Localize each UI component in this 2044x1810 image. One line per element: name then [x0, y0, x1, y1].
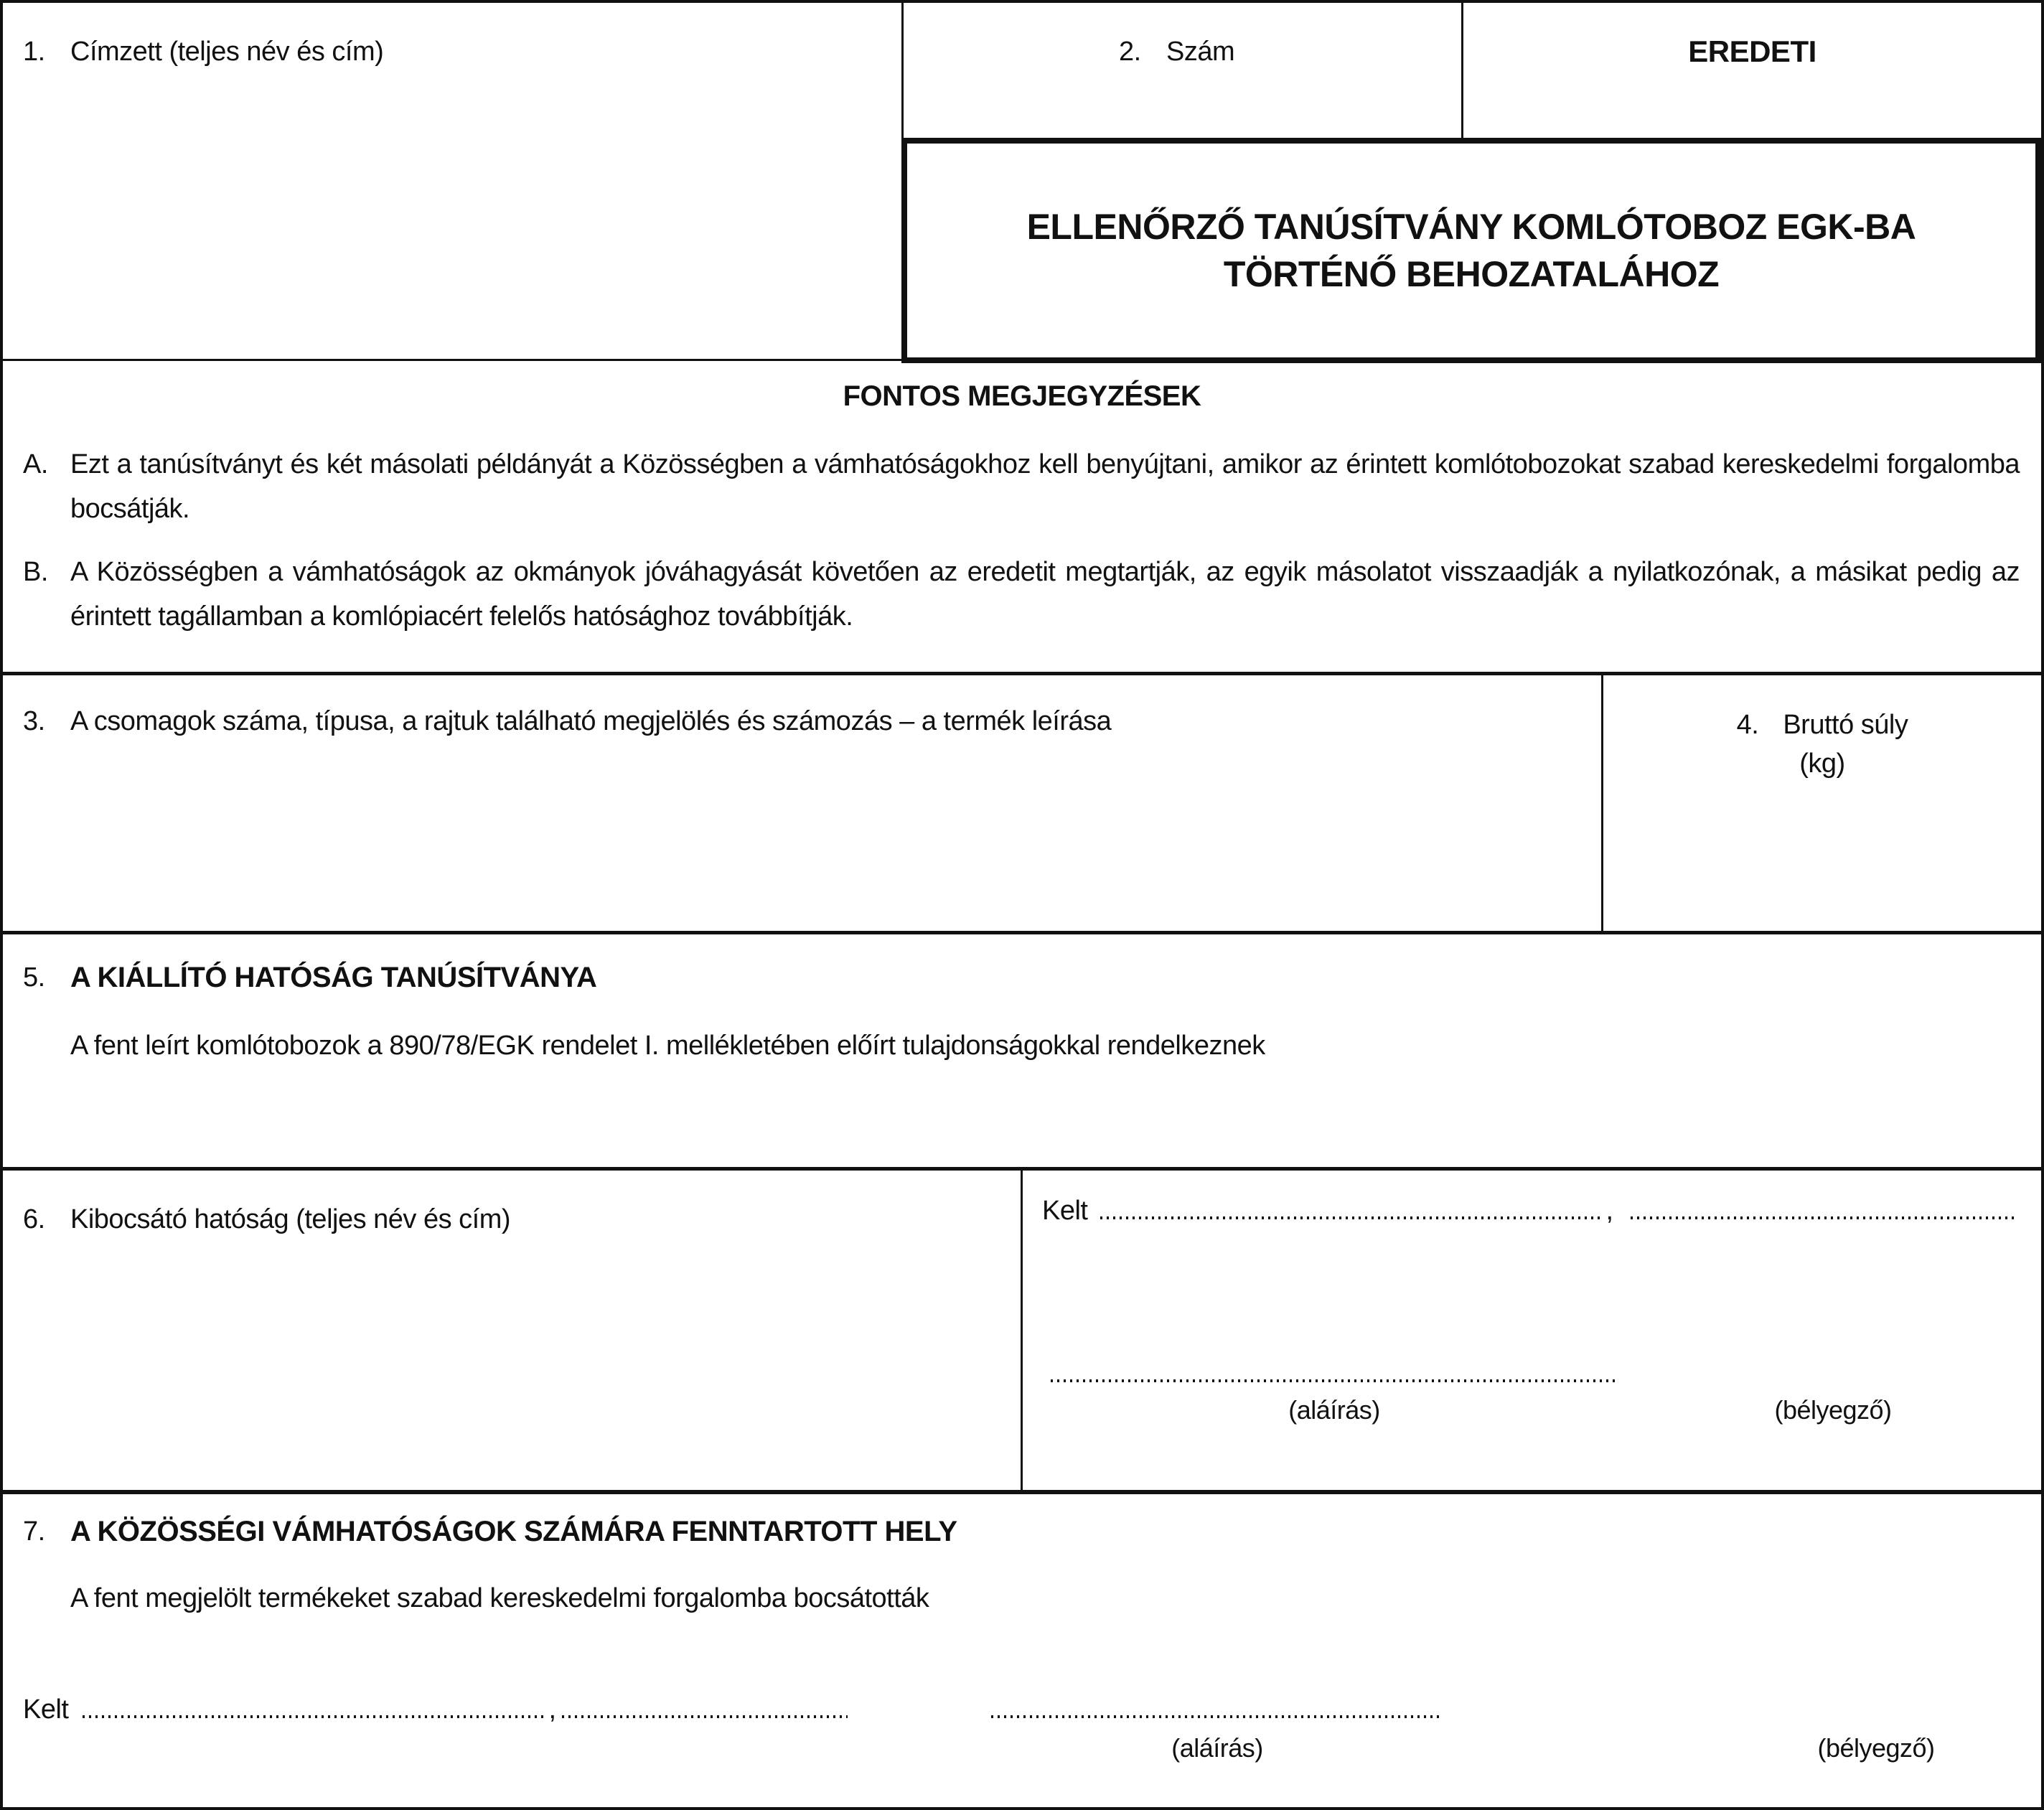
section5-body: A fent leírt komlótobozok a 890/78/EGK rendelet I. mellékletében előírt tulajdonságokkal rendelkeznek	[70, 1031, 1265, 1061]
date-comma-7: ,	[548, 1694, 556, 1725]
date-label-7: Kelt	[23, 1694, 69, 1725]
box-packages-number: 3.	[23, 706, 45, 736]
section7-heading: A KÖZÖSSÉGI VÁMHATÓSÁGOK SZÁMÁRA FENNTARTOTT HELY	[70, 1516, 957, 1547]
note-item-b	[3, 550, 2020, 639]
note-item-a-number: A.	[23, 449, 48, 479]
box-gross-weight-number: 4.	[1736, 710, 1759, 740]
box-addressee	[3, 3, 901, 361]
customs-section	[3, 1490, 2041, 1807]
packages-weight-section	[3, 672, 2041, 931]
box-addressee-number: 1.	[23, 37, 45, 67]
copy-type-box	[1461, 3, 2041, 139]
date-place-fill-line-7	[83, 1697, 545, 1718]
note-item-b-text: A Közösségben a vámhatóságok az okmányok jóváhagyását követően az eredetit megtartják, az egyik másolatot visszaadják a nyilatkozónak, a másikat pedig az érintett tagállamban a komlópiacért felelős hatósághoz továbbítják.	[70, 557, 2020, 632]
stamp-label-6: (bélyegző)	[1774, 1395, 1892, 1425]
signature-label-7: (aláírás)	[1171, 1733, 1263, 1763]
section7-heading-row	[3, 1494, 2041, 1549]
section5-number: 5.	[23, 962, 45, 993]
box-issuing-authority-label: Kibocsátó hatóság (teljes név és cím)	[70, 1204, 511, 1234]
signature-fill-line-6	[1051, 1361, 1618, 1382]
notes-heading: FONTOS MEGJEGYZÉSEK	[843, 380, 1201, 412]
stamp-label-7: (bélyegző)	[1817, 1733, 1935, 1763]
issuing-authority-certificate-section	[3, 931, 2041, 1167]
note-item-a-text: Ezt a tanúsítványt és két másolati példányát a Közösségben a vámhatóságokhoz kell benyújtani, amikor az érintett komlótobozokat szabad kereskedelmi forgalomba bocsátják.	[70, 449, 2020, 524]
section5-heading: A KIÁLLÍTÓ HATÓSÁG TANÚSÍTVÁNYA	[70, 962, 597, 993]
box-issuing-authority-number: 6.	[23, 1204, 45, 1234]
signature-label-6: (aláírás)	[1288, 1395, 1380, 1425]
note-item-a	[3, 442, 2020, 531]
box-number-label: Szám	[1166, 37, 1235, 67]
date-place-fill-line-6	[1100, 1198, 1603, 1219]
date-line-7	[23, 1692, 1439, 1727]
date-fill-line-6	[1631, 1198, 2015, 1219]
date-fill-line-7	[562, 1697, 848, 1718]
box-number-number: 2.	[1119, 37, 1141, 67]
section7-number: 7.	[23, 1516, 45, 1547]
date-comma-6: ,	[1605, 1196, 1613, 1226]
box-addressee-label: Címzett (teljes név és cím)	[70, 37, 384, 67]
box-packages	[3, 675, 1601, 931]
form-title-box	[901, 138, 2041, 363]
section7-body: A fent megjelölt termékeket szabad kereskedelmi forgalomba bocsátották	[70, 1583, 929, 1613]
form-title: ELLENŐRZŐ TANÚSÍTVÁNY KOMLÓTOBOZ EGK-BA TÖRTÉNŐ BEHOZATALÁHOZ	[1026, 207, 1916, 294]
date-line-6	[1042, 1194, 2015, 1228]
note-item-b-number: B.	[23, 557, 48, 587]
box-gross-weight	[1601, 675, 2041, 931]
box-number	[901, 3, 1461, 139]
signature-fill-line-7	[991, 1697, 1439, 1718]
copy-type-label: EREDETI	[1688, 34, 1816, 68]
date-label-6: Kelt	[1042, 1196, 1088, 1226]
box-gross-weight-unit: (kg)	[1799, 749, 1845, 779]
box-issuing-authority	[3, 1171, 1023, 1490]
box-packages-label: A csomagok száma, típusa, a rajtuk található megjelölés és számozás – a termék leírása	[70, 706, 1112, 736]
issuing-authority-section	[3, 1167, 2041, 1490]
important-notes-section	[3, 363, 2041, 672]
box-gross-weight-label: Bruttó súly	[1783, 710, 1908, 740]
section5-heading-row	[3, 934, 2041, 995]
